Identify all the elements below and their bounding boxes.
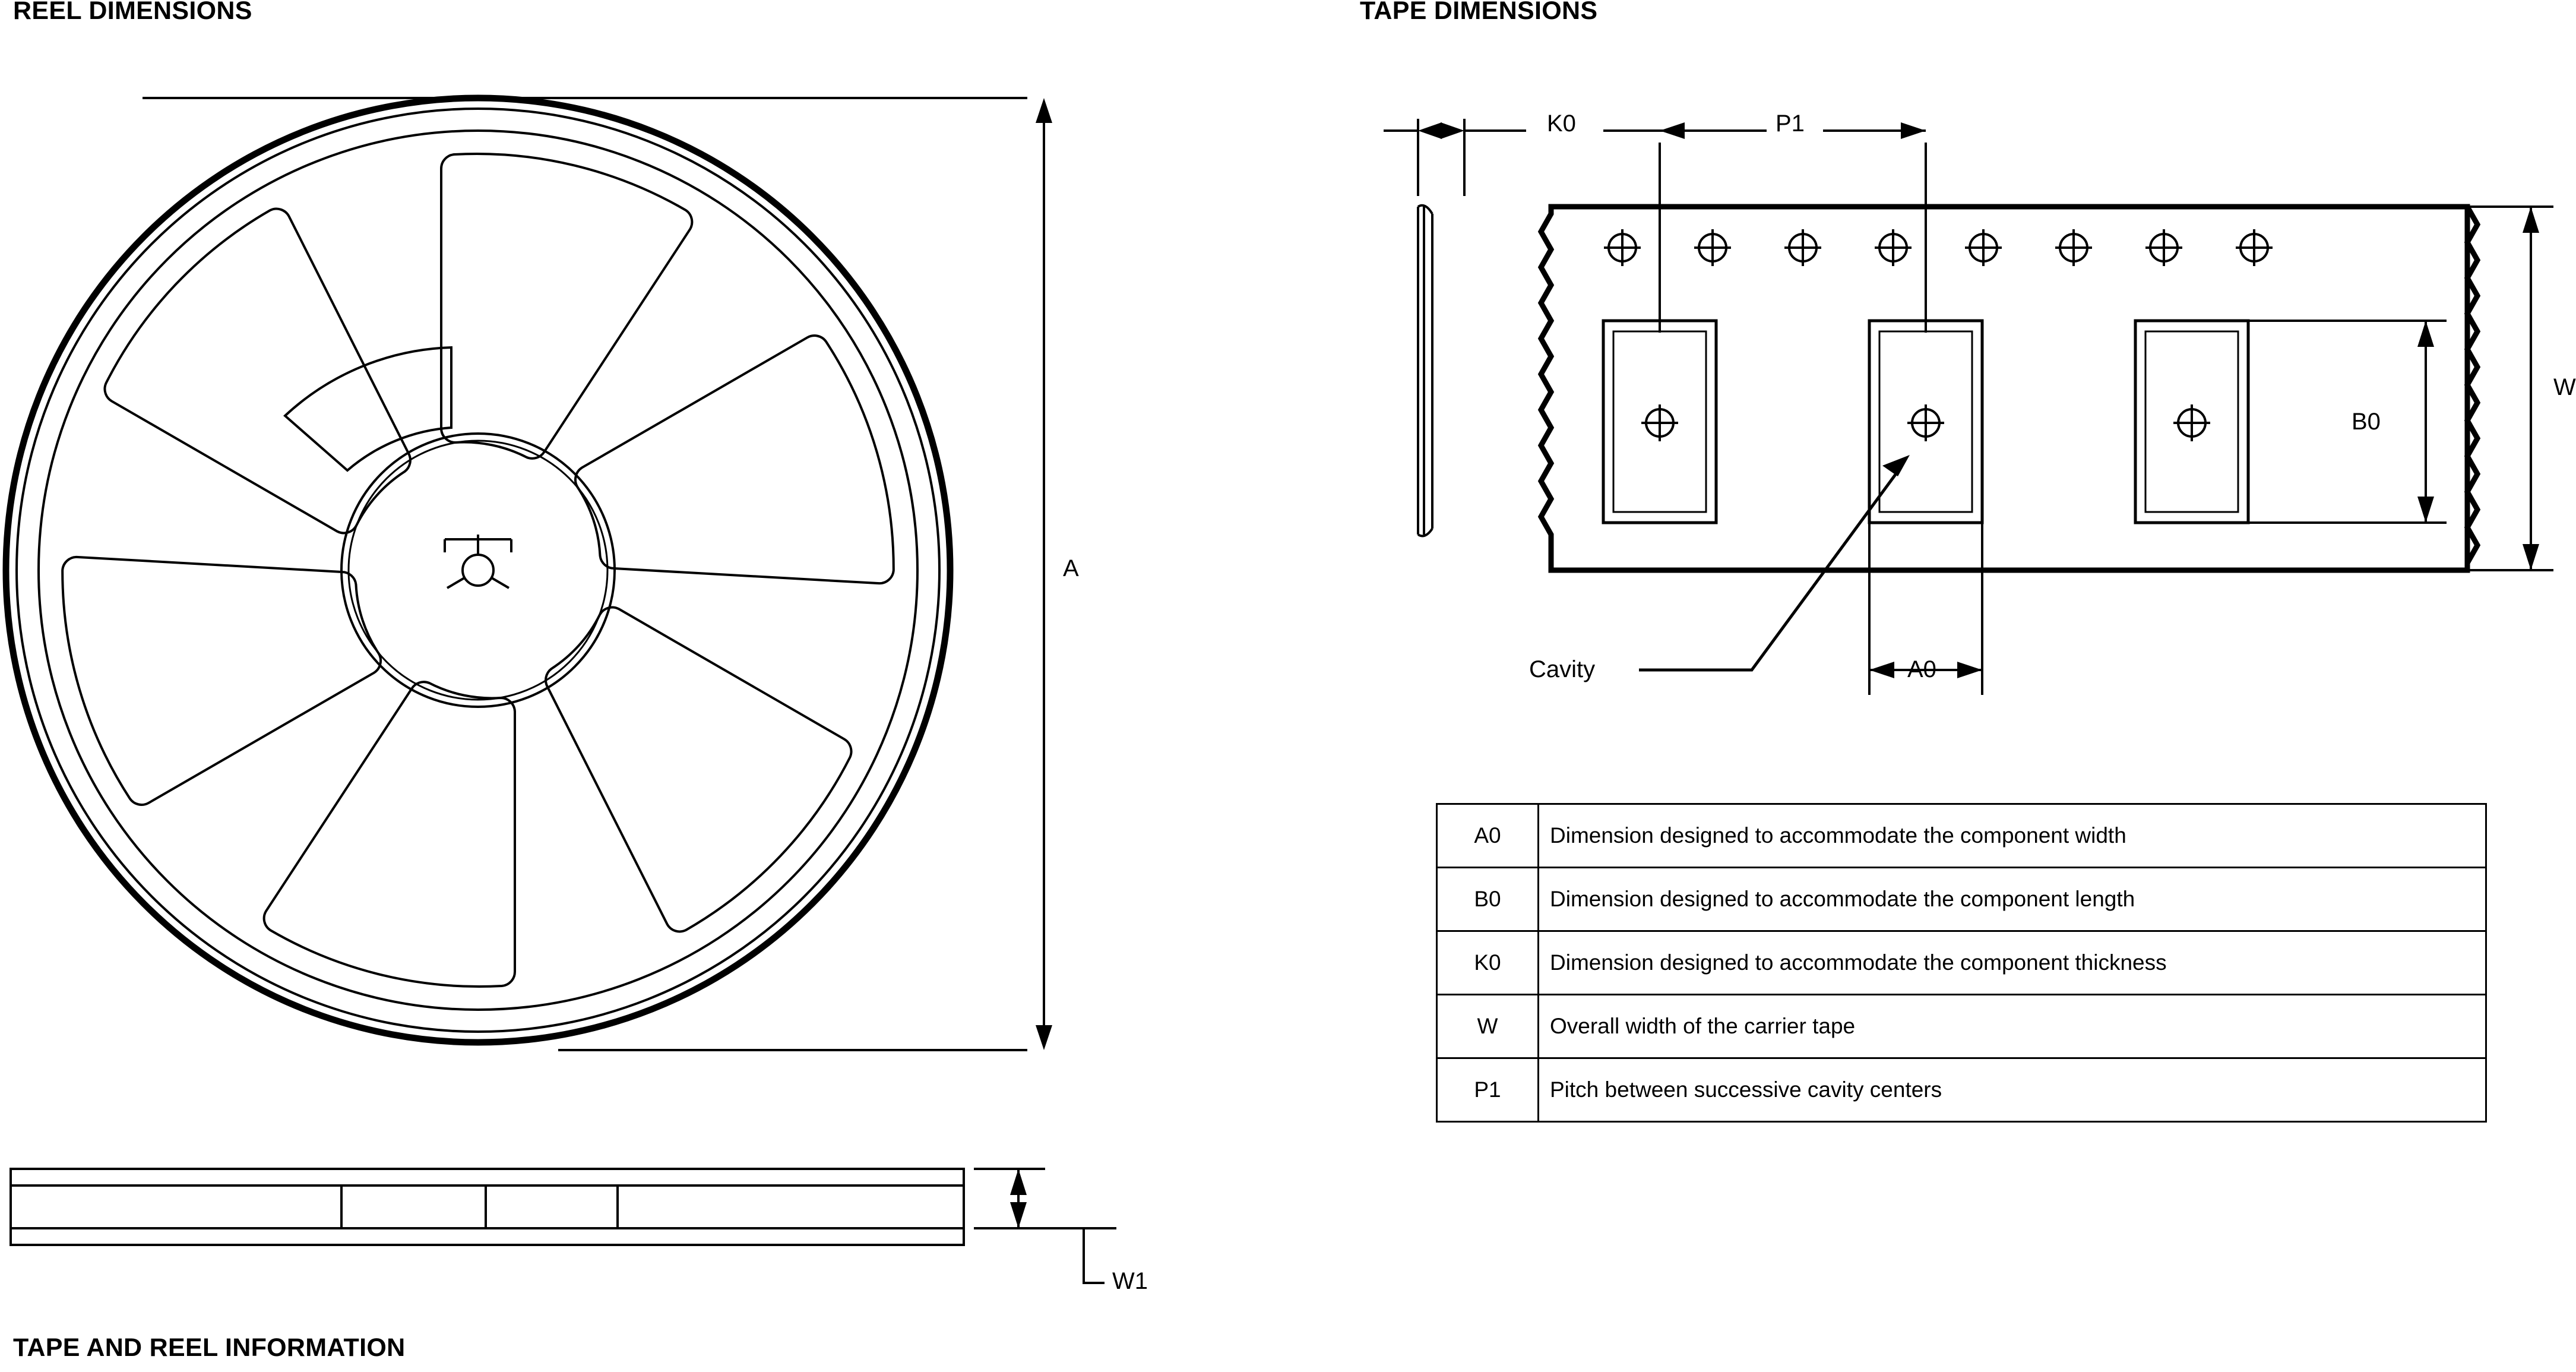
b0-label: B0: [2352, 409, 2381, 435]
legend-symbol: P1: [1437, 1058, 1539, 1122]
reel-width-dimension: [974, 1169, 1116, 1283]
cavity-leader-line: [1639, 455, 1910, 670]
p1-label: P1: [1776, 110, 1805, 137]
w-dimension: [2467, 207, 2553, 570]
p1-dimension: [1660, 122, 1926, 333]
tape-dimensions-heading: TAPE DIMENSIONS: [1360, 0, 1598, 25]
reel-dimensions-heading: REEL DIMENSIONS: [13, 0, 252, 25]
carrier-tape-drawing: [1418, 206, 2477, 570]
a0-label: A0: [1907, 656, 1936, 682]
cavity-label: Cavity: [1529, 656, 1596, 682]
legend-description: Pitch between successive cavity centers: [1539, 1058, 2486, 1122]
table-row: [1437, 1058, 2486, 1122]
table-row: [1437, 804, 2486, 868]
legend-description: Overall width of the carrier tape: [1539, 995, 2486, 1058]
b0-dimension: [2248, 321, 2447, 523]
sprocket-holes: [1604, 229, 2273, 266]
legend-symbol: A0: [1437, 804, 1539, 868]
cavity-pockets: [1603, 321, 2248, 523]
legend-description: Dimension designed to accommodate the component length: [1539, 868, 2486, 931]
reel-diameter-label: A: [1063, 555, 1079, 581]
tape-dimension-legend-table: [1436, 803, 2487, 1123]
legend-symbol: W: [1437, 995, 1539, 1058]
legend-description: Dimension designed to accommodate the component thickness: [1539, 931, 2486, 995]
legend-symbol: K0: [1437, 931, 1539, 995]
reel-width-label: W1: [1112, 1268, 1148, 1294]
legend-symbol: B0: [1437, 868, 1539, 931]
tape-and-reel-information-heading: TAPE AND REEL INFORMATION: [13, 1333, 406, 1362]
k0-dimension: [1384, 119, 1673, 196]
reel-side-view: [11, 1169, 964, 1245]
legend-description: Dimension designed to accommodate the component width: [1539, 804, 2486, 868]
w-label: W: [2553, 374, 2576, 400]
table-row: [1437, 931, 2486, 995]
table-row: [1437, 868, 2486, 931]
table-row: [1437, 995, 2486, 1058]
reel-front-view: [6, 98, 950, 1042]
reel-diameter-dimension: [143, 98, 1052, 1050]
k0-label: K0: [1547, 110, 1576, 137]
